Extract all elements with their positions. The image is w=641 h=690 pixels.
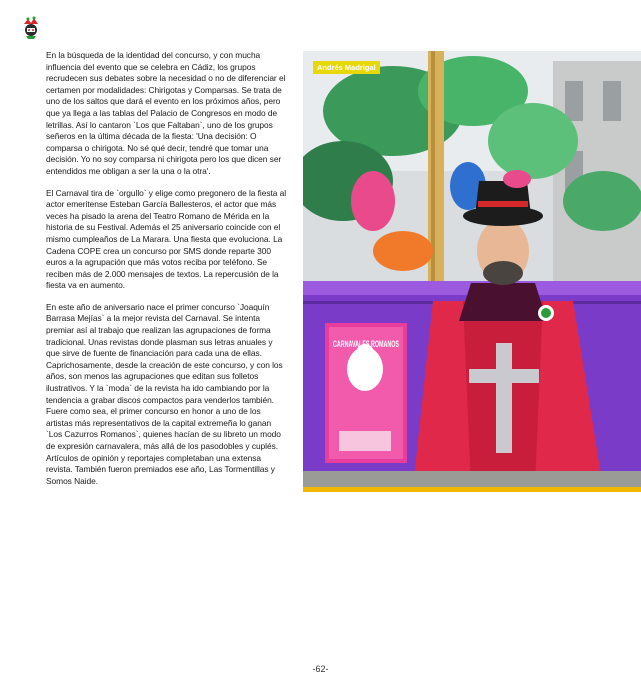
photo-accent-bar bbox=[303, 487, 641, 492]
photo-image bbox=[303, 51, 641, 487]
paragraph-1: En la búsqueda de la identidad del concurso, y con mucha influencia del evento que se celebra en Cádiz, los grupos recrudecen sus debates sobre la necesidad o no de diferenciar el certamen por modalidades: Chirigotas y Comparsas. Se trata de uno de los saltos que dará el evento en los próximos años, pero que ya llega a las tablas del Palacio de Congresos en modo de letrillas. Así lo cantaron `Los que Faltaban`, uno de los grupos señeros en la última década de la fiesta: 'Una decisión: O comparsa o chirigota. No sé qué decir, tendré que tomar una decisión. Yo no soy comparsa ni chirigota pero los que dicen ser entendidos me obligan a ser la una o la otra'. bbox=[46, 50, 286, 176]
poster-text: CARNAVALES ROMANOS bbox=[333, 339, 399, 349]
carnival-photo bbox=[303, 51, 641, 492]
photo-credit: Andrés Madrigal bbox=[313, 61, 380, 74]
article-text bbox=[46, 50, 288, 497]
paragraph-3: En este año de aniversario nace el primer concurso `Joaquín Barrasa Mejías` a la mejor revista del Carnaval. Se intenta premiar así al trabajo que realizan las agrupaciones de forma tradicional. Unas revistas donde plasman sus letras anuales y que sirve de fuente de financiación para cada una de ellas. Caprichosamente, desde la creación de este concurso, y con los años, son menos las agrupaciones que editan sus folletos ilustrativos. Y la `moda` de la revista ha ido cambiando por la tendencia a grabar discos compactos para venderlos también. Fuere como sea, el primer concurso en honor a uno de los artistas más representativos de la capital extremeña lo ganan `Los Cazurros Romanos`, quienes hacían de su libreto un modo de expresión carnavalera, más allá de los pasodobles y cuplés. Artículos de opinión y reportajes completaban una extensa revista. También fueron premiados ese año, Las Tormentillas y Somos Naide. bbox=[46, 301, 283, 486]
paragraph-2: El Carnaval tira de `orgullo` y elige como pregonero de la fiesta al actor emeritense Esteban García Ballesteros, el actor que más veces ha pisado la arena del Teatro Romano de Mérida en la historia de su Festival. Además el 25 aniversario coincide con el mismo cumpleaños de La Marara. Una fiesta que evoluciona. La Cadena COPE crea un concurso por SMS donde reparte 300 euros a la agrupación que más votos reciba por teléfono. Se reciben más de 2.000 mensajes de textos. La repercusión de la fiesta va en aumento. bbox=[46, 187, 287, 291]
carnival-logo-icon bbox=[20, 16, 42, 40]
page-number: -62- bbox=[312, 664, 329, 674]
